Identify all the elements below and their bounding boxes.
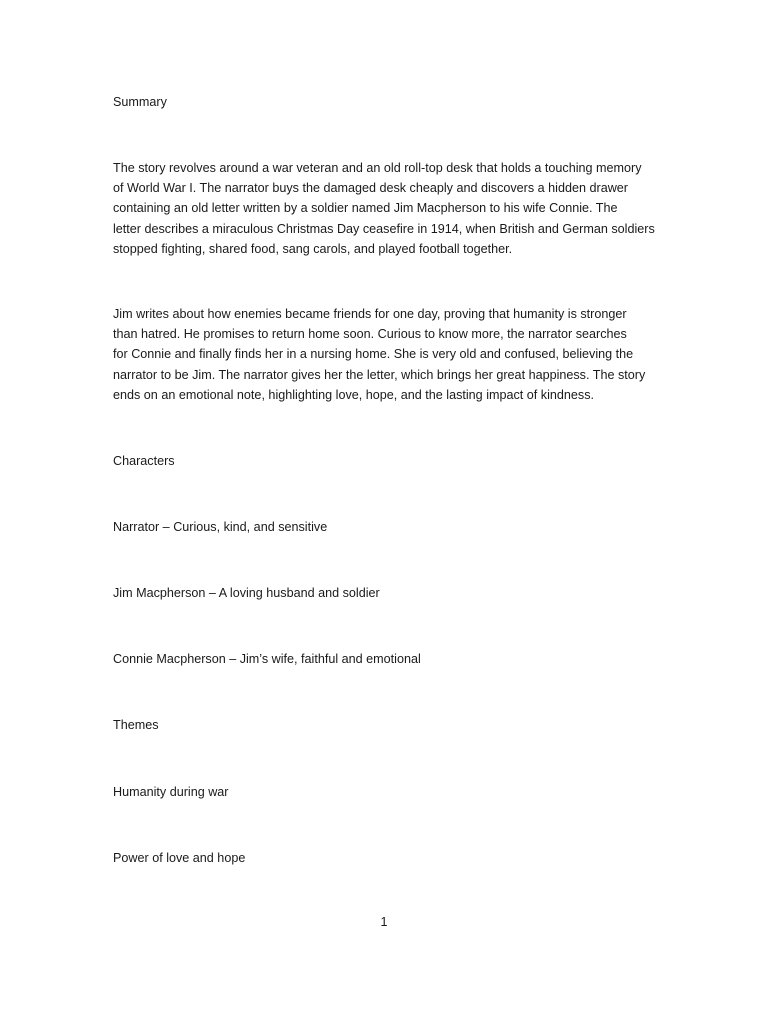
theme-item: Humanity during war: [113, 785, 229, 799]
character-item: Jim Macpherson – A loving husband and soldier: [113, 586, 380, 600]
paragraph-line: for Connie and finally finds her in a nursing home. She is very old and confused, believing the: [113, 347, 634, 362]
summary-heading: Summary: [113, 95, 167, 109]
paragraph-line: containing an old letter written by a soldier named Jim Macpherson to his wife Connie. The: [113, 201, 618, 216]
summary-paragraph-2: [113, 304, 658, 405]
paragraph-line: The story revolves around a war veteran and an old roll-top desk that holds a touching memory: [113, 161, 642, 175]
paragraph-line: ends on an emotional note, highlighting love, hope, and the lasting impact of kindness.: [113, 387, 594, 402]
paragraph-line: Jim writes about how enemies became friends for one day, proving that humanity is stronger: [113, 307, 627, 321]
character-item: Narrator – Curious, kind, and sensitive: [113, 520, 328, 534]
paragraph-line: letter describes a miraculous Christmas Day ceasefire in 1914, when British and German soldiers: [113, 221, 655, 236]
characters-heading: Characters: [113, 454, 175, 468]
paragraph-line: than hatred. He promises to return home soon. Curious to know more, the narrator searches: [113, 327, 627, 342]
summary-paragraph-1: [113, 158, 658, 259]
themes-heading: Themes: [113, 718, 159, 732]
character-item: Connie Macpherson – Jim’s wife, faithful and emotional: [113, 652, 421, 666]
paragraph-line: of World War I. The narrator buys the damaged desk cheaply and discovers a hidden drawer: [113, 181, 628, 196]
paragraph-line: stopped fighting, shared food, sang carols, and played football together.: [113, 241, 513, 256]
paragraph-line: narrator to be Jim. The narrator gives her the letter, which brings her great happiness. The story: [113, 367, 646, 382]
theme-item: Power of love and hope: [113, 851, 246, 865]
page-number: 1: [380, 915, 388, 929]
